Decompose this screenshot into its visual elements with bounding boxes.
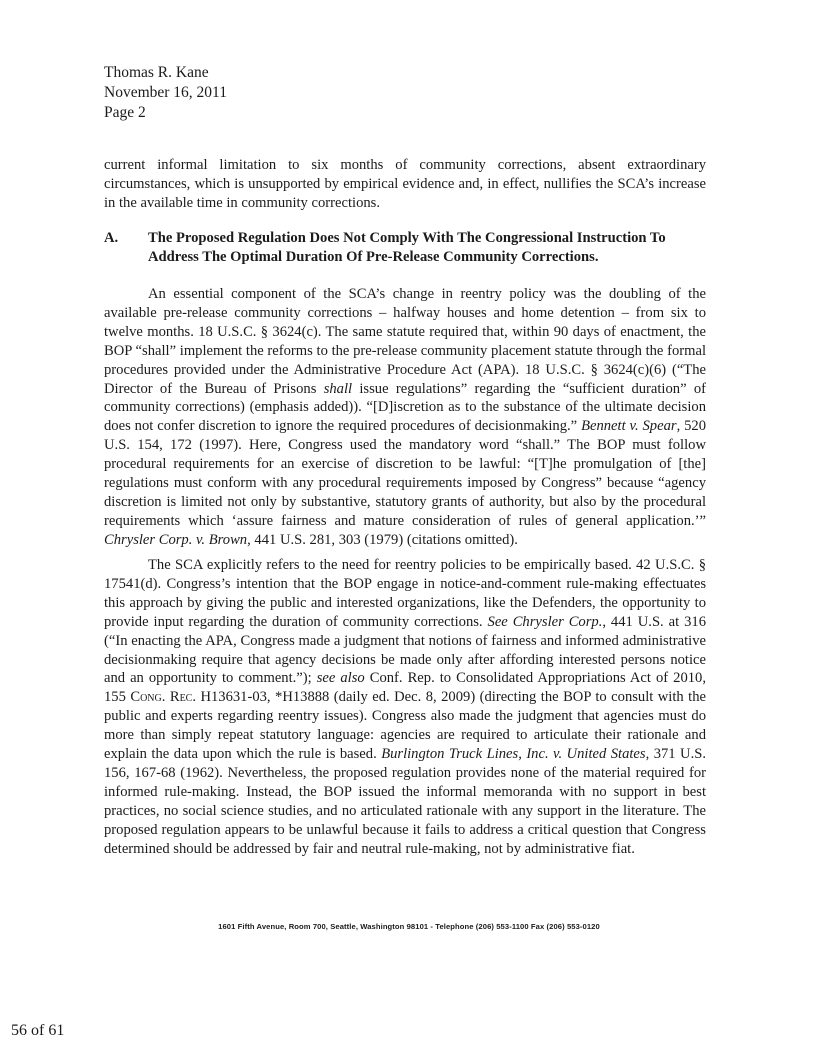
signal-text: see also [316, 670, 365, 687]
page-label: Page 2 [104, 104, 146, 121]
paragraph-empirical-basis [104, 556, 706, 859]
letter-date: November 16, 2011 [104, 84, 227, 101]
letter-header [104, 63, 227, 123]
text-run: The SCA explicitly refers to the need for reentry policies to be empirically based. 42 U.S.C. § 17541(d). Congress’s intention that the BOP engage in notice-and-comment rule-making effectuates this approach by giving the public and interested organizations, like the Defenders, the opportunity to provide input regarding the duration of community corrections. [104, 557, 706, 630]
case-citation: See Chrysler Corp. [487, 613, 603, 630]
case-citation: Chrysler Corp. v. Brown [104, 531, 248, 548]
text-run: Conf. Rep. to Consolidated Appropriations Act of 2010, 155 [104, 670, 706, 706]
case-citation: Bennett v. Spear [581, 418, 677, 435]
section-title: The Proposed Regulation Does Not Comply With The Congressional Instruction To Address The Optimal Duration Of Pre-Release Community Corrections. [148, 230, 666, 265]
text-run: , 520 U.S. 154, 172 (1997). Here, Congress used the mandatory word “shall.” The BOP must follow procedural requirements for an exercise of discretion to be lawful: “[T]he promulgation of [the] regulations must conform with any procedural requirements imposed by Congress” because “agency discretion is limited not only by substantive, statutory grants of authority, but also by the procedural requirements which ‘assure fairness and mature consideration of rules of general application.’” [104, 418, 707, 529]
reporter-abbrev: Cong. Rec. [130, 689, 196, 706]
recipient-name: Thomas R. Kane [104, 64, 209, 81]
page-count: 56 of 61 [11, 1022, 65, 1039]
text-run: issue regulations” regarding the “sufficient duration” of community corrections) (emphasis added)). “[D]iscretion as to the substance of the ultimate decision does not confer discretion to ignore the required procedures of decisionmaking.” [104, 380, 707, 435]
case-citation: Burlington Truck Lines, Inc. v. United States [381, 746, 646, 763]
section-letter: A. [104, 230, 119, 246]
text-run: H13631-03, *H13888 (daily ed. Dec. 8, 2009) (directing the BOP to consult with the public and experts regarding reentry issues). Congress also made the judgment that agencies must do more than simply repeat statutory language: agencies are required to articulate their rationale and explain the data upon which the rule is based. [104, 689, 706, 763]
emphasis-text: shall [323, 380, 353, 397]
letterhead-footer: 1601 Fifth Avenue, Room 700, Seattle, Washington 98101 - Telephone (206) 553-1100 Fax (206) 553-0120 [218, 922, 600, 931]
text-run: An essential component of the SCA’s change in reentry policy was the doubling of the available pre-release community corrections – halfway houses and home detention – from six to twelve months. 18 U.S.C. § 3624(c). The same statute required that, within 90 days of enactment, the BOP “shall” implement the reforms to the pre-release community placement statute through the formal procedures provided under the Administrative Procedure Act (APA). 18 U.S.C. § 3624(c)(6) (“The Director of the Bureau of Prisons [104, 286, 706, 397]
paragraph-reentry-policy [104, 285, 706, 550]
text-run: , 441 U.S. at 316 (“In enacting the APA, Congress made a judgment that notions of fairness and informed administrative decisionmaking require that agency decisions be made only after affording interested persons notice and an opportunity to comment.”); [104, 613, 706, 687]
paragraph-continuation: current informal limitation to six months of community corrections, absent extraordinary circumstances, which is unsupported by empirical evidence and, in effect, nullifies the SCA’s increase in the available time in community corrections. [104, 157, 706, 211]
text-run: , 441 U.S. 281, 303 (1979) (citations omitted). [247, 531, 518, 548]
text-run: , 371 U.S. 156, 167-68 (1962). Nevertheless, the proposed regulation provides none of the material required for informed rule-making. Instead, the BOP issued the informal memoranda with no support in best practices, no social science studies, and no articulated rationale with any support in the literature. The proposed regulation appears to be unlawful because it fails to address a critical question that Congress determined should be addressed by fair and neutral rule-making, not by administrative fiat. [104, 746, 706, 857]
